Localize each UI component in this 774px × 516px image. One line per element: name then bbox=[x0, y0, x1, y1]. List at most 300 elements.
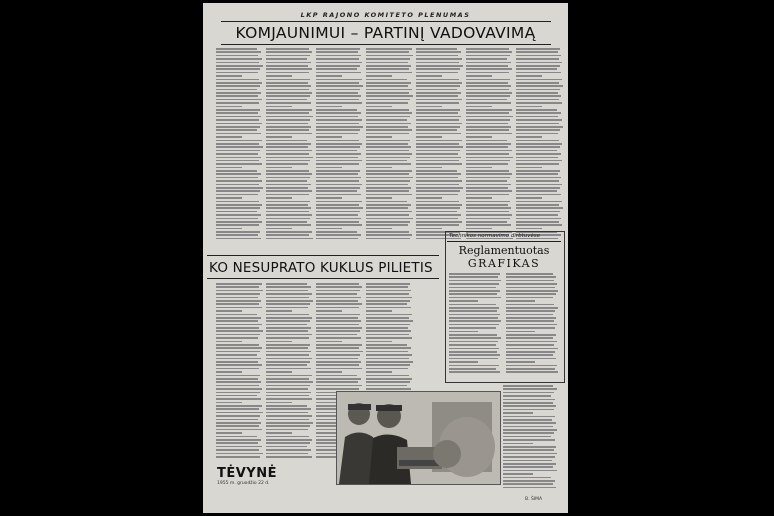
text-line bbox=[266, 79, 310, 81]
text-line bbox=[366, 385, 407, 387]
text-line bbox=[416, 123, 462, 125]
text-line bbox=[266, 297, 309, 299]
text-line bbox=[316, 361, 361, 363]
text-line bbox=[503, 473, 533, 475]
text-line bbox=[449, 351, 497, 353]
text-line bbox=[516, 112, 561, 114]
text-line bbox=[503, 439, 555, 441]
text-column bbox=[266, 48, 313, 243]
text-line bbox=[216, 48, 257, 50]
text-line bbox=[316, 146, 360, 148]
text-line bbox=[516, 75, 542, 77]
text-line bbox=[416, 207, 460, 209]
text-line bbox=[516, 170, 560, 172]
text-line bbox=[316, 160, 362, 162]
text-line bbox=[266, 163, 308, 165]
text-line bbox=[416, 119, 459, 121]
text-line bbox=[316, 129, 360, 131]
text-line bbox=[316, 347, 359, 349]
text-line bbox=[416, 194, 458, 196]
text-line bbox=[316, 385, 362, 387]
text-line bbox=[516, 51, 558, 53]
text-line bbox=[266, 381, 313, 383]
text-line bbox=[506, 304, 554, 306]
text-line bbox=[466, 75, 492, 77]
text-line bbox=[266, 422, 313, 424]
text-line bbox=[266, 408, 311, 410]
text-line bbox=[316, 371, 342, 373]
text-line bbox=[216, 231, 260, 233]
text-line bbox=[366, 146, 411, 148]
text-line bbox=[316, 307, 359, 309]
text-line bbox=[266, 194, 309, 196]
text-line bbox=[503, 446, 556, 448]
text-line bbox=[316, 136, 342, 138]
text-line bbox=[416, 48, 457, 50]
text-line bbox=[366, 157, 410, 159]
text-line bbox=[266, 310, 292, 312]
text-line bbox=[216, 214, 261, 216]
text-line bbox=[216, 368, 259, 370]
text-line bbox=[316, 324, 359, 326]
text-line bbox=[516, 146, 560, 148]
text-line bbox=[316, 283, 359, 285]
text-line bbox=[316, 58, 359, 60]
text-line bbox=[316, 109, 357, 111]
text-line bbox=[449, 371, 500, 373]
text-line bbox=[516, 65, 560, 67]
text-line bbox=[316, 95, 361, 97]
text-line bbox=[466, 48, 509, 50]
text-line bbox=[516, 163, 559, 165]
text-line bbox=[366, 293, 409, 295]
text-line bbox=[466, 126, 511, 128]
text-line bbox=[366, 334, 409, 336]
text-line bbox=[366, 310, 392, 312]
text-line bbox=[366, 177, 413, 179]
text-line bbox=[516, 89, 560, 91]
text-line bbox=[366, 371, 392, 373]
text-line bbox=[466, 140, 507, 142]
text-line bbox=[216, 153, 258, 155]
text-line bbox=[416, 129, 457, 131]
text-line bbox=[466, 190, 512, 192]
text-line bbox=[216, 375, 260, 377]
text-line bbox=[316, 92, 358, 94]
text-line bbox=[503, 456, 555, 458]
text-line bbox=[266, 116, 313, 118]
text-line bbox=[266, 402, 292, 404]
text-line bbox=[216, 99, 262, 101]
text-line bbox=[466, 194, 509, 196]
text-line bbox=[266, 429, 308, 431]
text-line bbox=[216, 126, 260, 128]
text-line bbox=[216, 72, 258, 74]
text-line bbox=[466, 109, 512, 111]
text-line bbox=[466, 173, 512, 175]
text-line bbox=[366, 214, 409, 216]
text-line bbox=[466, 119, 510, 121]
text-line bbox=[266, 58, 307, 60]
text-line bbox=[316, 327, 362, 329]
text-line bbox=[216, 344, 259, 346]
text-line bbox=[466, 177, 510, 179]
text-line bbox=[266, 85, 311, 87]
text-line bbox=[216, 218, 258, 220]
text-line bbox=[366, 173, 409, 175]
text-line bbox=[316, 214, 358, 216]
text-line bbox=[316, 354, 360, 356]
text-line bbox=[266, 218, 310, 220]
text-line bbox=[216, 402, 242, 404]
text-line bbox=[216, 300, 261, 302]
text-line bbox=[216, 364, 262, 366]
text-line bbox=[449, 304, 496, 306]
text-line bbox=[449, 327, 496, 329]
text-line bbox=[416, 109, 460, 111]
text-line bbox=[516, 119, 562, 121]
text-line bbox=[216, 334, 260, 336]
text-line bbox=[366, 221, 410, 223]
text-line bbox=[366, 283, 410, 285]
text-line bbox=[316, 330, 360, 332]
text-line bbox=[216, 238, 261, 240]
text-line bbox=[366, 351, 408, 353]
text-line bbox=[216, 184, 259, 186]
text-line bbox=[506, 273, 553, 275]
text-line bbox=[366, 79, 407, 81]
text-line bbox=[216, 354, 257, 356]
text-line bbox=[316, 344, 362, 346]
text-line bbox=[506, 307, 558, 309]
text-line bbox=[516, 129, 560, 131]
text-line bbox=[366, 89, 412, 91]
text-line bbox=[366, 150, 409, 152]
text-line bbox=[516, 194, 561, 196]
text-line bbox=[316, 286, 362, 288]
text-line bbox=[449, 361, 478, 363]
text-line bbox=[366, 180, 410, 182]
text-line bbox=[266, 415, 312, 417]
text-line bbox=[516, 180, 559, 182]
text-line bbox=[216, 65, 263, 67]
text-line bbox=[216, 297, 258, 299]
text-line bbox=[266, 180, 307, 182]
text-line bbox=[266, 82, 308, 84]
text-line bbox=[266, 238, 313, 240]
text-line bbox=[366, 82, 411, 84]
text-line bbox=[216, 89, 257, 91]
text-line bbox=[503, 399, 555, 401]
text-line bbox=[266, 112, 309, 114]
text-line bbox=[516, 126, 563, 128]
text-line bbox=[466, 224, 511, 226]
text-line bbox=[266, 119, 310, 121]
text-line bbox=[216, 204, 262, 206]
text-line bbox=[506, 317, 556, 319]
text-line bbox=[416, 112, 458, 114]
text-line bbox=[516, 221, 559, 223]
text-line bbox=[266, 201, 310, 203]
text-line bbox=[506, 365, 557, 367]
text-line bbox=[516, 207, 563, 209]
text-column bbox=[216, 48, 263, 243]
text-line bbox=[466, 143, 511, 145]
text-line bbox=[266, 72, 309, 74]
text-line bbox=[216, 453, 263, 455]
text-line bbox=[266, 160, 310, 162]
text-line bbox=[266, 385, 310, 387]
text-line bbox=[266, 419, 309, 421]
text-line bbox=[216, 112, 258, 114]
text-line bbox=[449, 283, 499, 285]
text-column bbox=[503, 385, 558, 493]
text-line bbox=[516, 214, 558, 216]
text-line bbox=[366, 136, 392, 138]
text-line bbox=[466, 112, 509, 114]
text-line bbox=[216, 55, 258, 57]
text-line bbox=[503, 449, 554, 451]
text-line bbox=[416, 224, 459, 226]
text-line bbox=[516, 201, 562, 203]
text-line bbox=[366, 160, 407, 162]
text-line bbox=[366, 330, 411, 332]
text-line bbox=[366, 153, 412, 155]
text-line bbox=[449, 358, 498, 360]
text-line bbox=[516, 224, 562, 226]
text-line bbox=[416, 146, 463, 148]
text-line bbox=[366, 207, 408, 209]
text-line bbox=[216, 361, 258, 363]
text-line bbox=[316, 187, 360, 189]
text-line bbox=[506, 334, 556, 336]
text-line bbox=[316, 126, 363, 128]
text-line bbox=[266, 123, 308, 125]
text-line bbox=[366, 85, 408, 87]
text-line bbox=[316, 99, 359, 101]
text-line bbox=[266, 405, 307, 407]
text-line bbox=[216, 109, 260, 111]
text-line bbox=[516, 95, 561, 97]
text-line bbox=[316, 341, 342, 343]
text-line bbox=[366, 314, 412, 316]
text-line bbox=[266, 341, 292, 343]
text-line bbox=[216, 381, 261, 383]
text-line bbox=[216, 446, 262, 448]
text-line bbox=[366, 337, 412, 339]
text-line bbox=[316, 207, 363, 209]
text-line bbox=[216, 194, 258, 196]
text-line bbox=[266, 303, 310, 305]
text-line bbox=[516, 85, 563, 87]
text-line bbox=[266, 446, 307, 448]
text-line bbox=[506, 290, 558, 292]
text-line bbox=[503, 443, 533, 445]
text-line bbox=[266, 140, 307, 142]
text-line bbox=[516, 82, 559, 84]
text-line bbox=[503, 432, 554, 434]
text-line bbox=[366, 65, 411, 67]
text-line bbox=[516, 167, 542, 169]
text-line bbox=[266, 375, 312, 377]
text-line bbox=[216, 388, 262, 390]
text-line bbox=[266, 371, 292, 373]
text-line bbox=[466, 136, 492, 138]
author-signature: B. ŠIMA bbox=[525, 497, 543, 502]
text-line bbox=[316, 112, 361, 114]
text-line bbox=[266, 187, 308, 189]
text-line bbox=[366, 184, 408, 186]
text-line bbox=[316, 79, 362, 81]
text-line bbox=[316, 201, 362, 203]
text-line bbox=[316, 358, 358, 360]
text-line bbox=[266, 324, 307, 326]
text-line bbox=[516, 197, 542, 199]
text-line bbox=[516, 58, 559, 60]
text-line bbox=[506, 361, 535, 363]
text-line bbox=[316, 194, 361, 196]
text-line bbox=[466, 214, 512, 216]
text-line bbox=[416, 126, 460, 128]
text-line bbox=[366, 194, 412, 196]
text-line bbox=[366, 126, 408, 128]
text-line bbox=[466, 95, 510, 97]
text-line bbox=[316, 234, 361, 236]
text-line bbox=[466, 55, 510, 57]
text-line bbox=[266, 307, 308, 309]
text-line bbox=[366, 68, 409, 70]
text-line bbox=[466, 180, 507, 182]
text-line bbox=[366, 286, 408, 288]
text-line bbox=[316, 48, 360, 50]
text-line bbox=[366, 218, 413, 220]
text-line bbox=[366, 297, 412, 299]
text-line bbox=[266, 48, 309, 50]
text-line bbox=[506, 283, 557, 285]
text-line bbox=[506, 320, 554, 322]
text-line bbox=[516, 153, 561, 155]
feature-title-line2: GRAFIKAS bbox=[467, 257, 541, 270]
text-line bbox=[516, 102, 562, 104]
text-line bbox=[216, 167, 242, 169]
text-line bbox=[316, 180, 359, 182]
text-line bbox=[216, 136, 242, 138]
text-line bbox=[266, 442, 310, 444]
text-line bbox=[416, 95, 458, 97]
workers-photo-image bbox=[337, 392, 500, 484]
text-line bbox=[316, 303, 362, 305]
text-line bbox=[506, 276, 556, 278]
text-line bbox=[266, 190, 312, 192]
text-line bbox=[503, 463, 556, 465]
text-line bbox=[366, 201, 407, 203]
text-line bbox=[416, 153, 458, 155]
text-line bbox=[316, 62, 362, 64]
text-line bbox=[216, 119, 259, 121]
text-line bbox=[503, 483, 553, 485]
text-line bbox=[266, 395, 309, 397]
text-line bbox=[216, 95, 258, 97]
text-line bbox=[266, 286, 311, 288]
text-line bbox=[216, 439, 261, 441]
text-line bbox=[216, 330, 263, 332]
text-line bbox=[416, 92, 461, 94]
text-line bbox=[266, 456, 312, 458]
text-line bbox=[216, 307, 262, 309]
text-line bbox=[449, 293, 497, 295]
text-line bbox=[449, 354, 500, 356]
text-line bbox=[416, 197, 442, 199]
text-line bbox=[416, 163, 462, 165]
text-line bbox=[366, 234, 412, 236]
text-line bbox=[316, 221, 359, 223]
text-line bbox=[416, 75, 442, 77]
text-column bbox=[466, 48, 513, 243]
text-line bbox=[316, 297, 361, 299]
text-line bbox=[516, 150, 557, 152]
text-line bbox=[466, 89, 509, 91]
text-line bbox=[416, 133, 461, 135]
text-line bbox=[266, 283, 307, 285]
text-line bbox=[416, 211, 457, 213]
text-line bbox=[216, 327, 259, 329]
text-line bbox=[316, 364, 359, 366]
text-line bbox=[506, 314, 553, 316]
text-line bbox=[316, 388, 359, 390]
text-column bbox=[216, 283, 263, 463]
text-line bbox=[466, 187, 508, 189]
text-line bbox=[266, 129, 309, 131]
text-line bbox=[316, 133, 358, 135]
text-line bbox=[366, 58, 410, 60]
text-line bbox=[366, 307, 411, 309]
text-line bbox=[466, 153, 509, 155]
text-line bbox=[516, 79, 562, 81]
text-line bbox=[503, 429, 557, 431]
text-line bbox=[366, 388, 411, 390]
text-line bbox=[416, 62, 459, 64]
text-line bbox=[216, 314, 257, 316]
text-line bbox=[216, 85, 260, 87]
kicker-rule bbox=[221, 21, 551, 22]
text-line bbox=[366, 381, 410, 383]
text-line bbox=[366, 303, 407, 305]
text-line bbox=[366, 354, 412, 356]
text-line bbox=[216, 79, 259, 81]
text-line bbox=[366, 197, 392, 199]
text-line bbox=[449, 337, 501, 339]
text-line bbox=[366, 224, 408, 226]
text-line bbox=[266, 300, 313, 302]
text-line bbox=[216, 429, 262, 431]
text-line bbox=[266, 197, 292, 199]
text-line bbox=[266, 177, 310, 179]
text-line bbox=[216, 197, 242, 199]
text-line bbox=[266, 425, 310, 427]
text-line bbox=[366, 378, 412, 380]
text-line bbox=[366, 368, 408, 370]
text-line bbox=[503, 470, 557, 472]
text-line bbox=[416, 140, 462, 142]
text-line bbox=[366, 187, 411, 189]
text-line bbox=[316, 228, 342, 230]
text-line bbox=[216, 68, 260, 70]
text-line bbox=[416, 167, 442, 169]
text-line bbox=[216, 290, 263, 292]
text-line bbox=[516, 173, 558, 175]
text-line bbox=[216, 170, 257, 172]
text-line bbox=[316, 378, 361, 380]
